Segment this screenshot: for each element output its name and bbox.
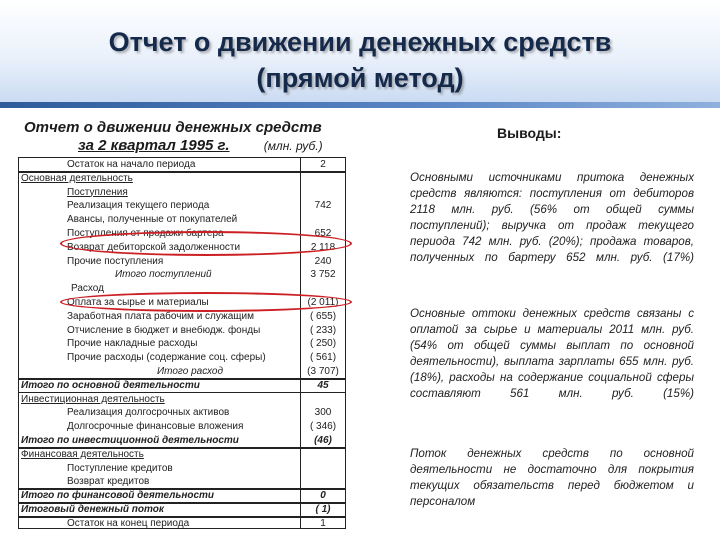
row-separator — [19, 516, 345, 518]
table-row — [19, 365, 345, 379]
row-label: Возврат дебиторской задолженности — [67, 241, 241, 253]
row-value: ( 250) — [309, 338, 337, 350]
table-row — [19, 213, 345, 227]
row-value: 2 — [320, 159, 326, 170]
table-row — [19, 434, 345, 448]
row-label: Оплата за сырье и материалы — [67, 297, 209, 308]
row-value: 2 118 — [310, 241, 336, 253]
table-row — [19, 186, 345, 200]
row-value: ( 1) — [315, 504, 331, 515]
slide-title-line-2: (прямой метод) — [256, 63, 464, 93]
row-separator — [19, 502, 345, 504]
table-row — [19, 324, 345, 338]
row-label: Реализация долгосрочных активов — [67, 407, 230, 419]
row-label: Авансы, полученные от покупателей — [67, 214, 238, 226]
table-row — [19, 351, 345, 365]
table-row — [19, 255, 345, 269]
row-label: Итоговый денежный поток — [21, 504, 164, 515]
row-label: Заработная плата рабочим и служащим — [67, 310, 254, 322]
row-value: 3 752 — [310, 269, 336, 281]
row-label: Основная деятельность — [21, 172, 133, 184]
row-separator — [19, 392, 345, 394]
table-row — [19, 268, 345, 282]
row-label: Реализация текущего периода — [67, 200, 210, 212]
row-value: 652 — [314, 228, 332, 239]
row-separator — [19, 447, 345, 449]
row-label: Остаток на начало периода — [67, 159, 196, 170]
table-row — [19, 199, 345, 213]
cash-flow-statement-table — [18, 157, 346, 529]
highlight-ellipse-receivables — [60, 231, 352, 256]
row-value: ( 561) — [309, 352, 337, 364]
row-label: Расход — [71, 283, 104, 295]
conclusion-paragraph-2: Основные оттоки денежных средств связаны с оплатой за сырье и материалы 2011 млн. руб. (54% от общей суммы выплат по основной деятельности), выплата зарплаты 655 млн. руб. (18%), расходы на содержание социальной сферы составляют 561 млн. руб. (15%) — [410, 307, 694, 400]
row-label: Финансовая деятельность — [21, 448, 144, 460]
table-row — [19, 337, 345, 351]
row-label: Инвестиционная деятельность — [21, 393, 165, 405]
row-value: (46) — [314, 435, 332, 446]
row-value: (2 011) — [307, 297, 339, 308]
highlight-ellipse-materials — [60, 292, 352, 312]
row-separator — [19, 378, 345, 380]
conclusion-paragraph-1: Основными источниками притока денежных средств являются: поступления от дебиторов 2118 млн. руб. (56% от общей суммы поступлений); выручка от продаж текущего периода 742 млн. руб. (20%); продажа товаров, полученных по бартеру 652 млн. руб. (17%) — [410, 171, 694, 264]
table-row — [19, 379, 345, 393]
row-label: Прочие расходы (содержание соц. сферы) — [67, 352, 266, 364]
row-label: Итого расход — [157, 366, 223, 377]
conclusions-heading: Выводы: — [497, 125, 562, 141]
table-row — [19, 475, 345, 489]
report-period: за 2 квартал 1995 г. — [78, 137, 230, 154]
row-value: 742 — [314, 200, 332, 212]
row-value: 300 — [314, 407, 332, 419]
table-row — [19, 503, 345, 517]
row-label: Итого по финансовой деятельности — [21, 490, 215, 502]
row-value: 0 — [320, 490, 326, 502]
row-value: 1 — [320, 517, 326, 529]
table-row — [19, 406, 345, 420]
table-row — [19, 489, 345, 503]
row-label: Возврат кредитов — [67, 476, 150, 488]
table-row — [19, 393, 345, 407]
row-label: Остаток на конец периода — [67, 517, 190, 529]
row-separator — [19, 171, 345, 173]
slide-title — [0, 24, 720, 96]
report-title — [24, 119, 354, 155]
row-value: ( 346) — [309, 421, 337, 433]
table-row — [19, 517, 345, 531]
row-label: Поступление кредитов — [67, 462, 173, 474]
report-unit: (млн. руб.) — [263, 139, 323, 153]
table-row — [19, 420, 345, 434]
table-row — [19, 172, 345, 186]
row-label: Итого по основной деятельности — [21, 379, 200, 391]
report-title-line-1: Отчет о движении денежных средств — [24, 119, 322, 136]
row-label: Прочие поступления — [67, 255, 164, 267]
row-value: 240 — [314, 255, 332, 267]
row-value: (3 707) — [307, 366, 339, 377]
row-label: Отчисление в бюджет и внебюдж. фонды — [67, 324, 261, 336]
row-label: Итого по инвестиционной деятельности — [21, 435, 239, 446]
row-label: Поступления от продажи бартера — [67, 228, 224, 239]
conclusion-paragraph-3: Поток денежных средств по основной деятельности не достаточно для покрытия текущих обязательств перед бюджетом и персоналом — [410, 447, 694, 508]
row-label: Прочие накладные расходы — [67, 338, 198, 350]
table-row — [19, 448, 345, 462]
report-title-line-2-wrap — [24, 137, 323, 154]
table-row — [19, 158, 345, 172]
row-label: Долгосрочные финансовые вложения — [67, 421, 244, 433]
slide-title-line-1: Отчет о движении денежных средств — [108, 27, 612, 57]
row-label: Поступления — [67, 186, 128, 198]
row-separator — [19, 488, 345, 490]
row-label: Итого поступлений — [115, 269, 212, 281]
row-value: 45 — [317, 379, 329, 391]
row-value: ( 655) — [309, 310, 337, 322]
row-value: ( 233) — [309, 324, 337, 336]
table-row — [19, 462, 345, 476]
